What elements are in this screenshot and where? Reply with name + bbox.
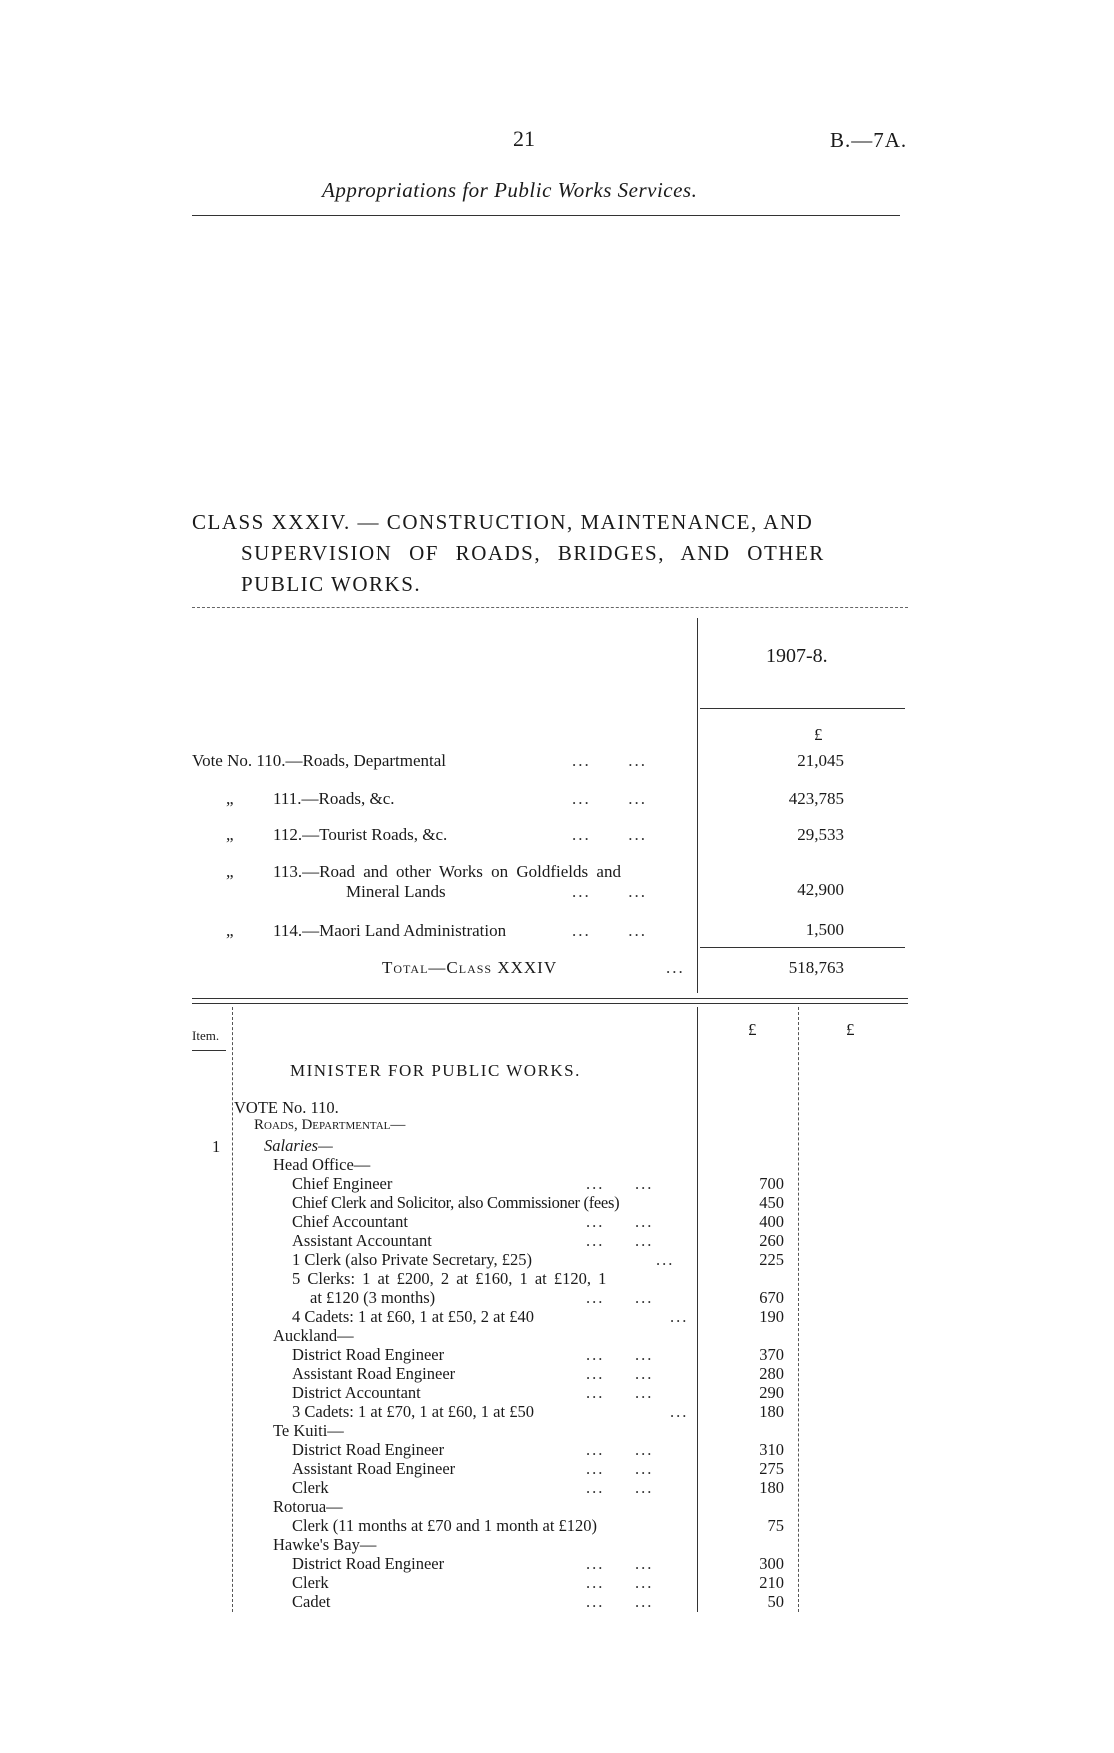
line-chief-clerk: Chief Clerk and Solicitor, also Commissioner (fees) (292, 1193, 620, 1212)
summary-row-110-amount: 21,045 (797, 751, 844, 770)
line-akl-assistant-road-engineer: Assistant Road Engineer (292, 1364, 456, 1383)
year-header: 1907-8. (766, 645, 828, 667)
summary-row-114-dots: ... ... (572, 921, 647, 940)
line-five-clerks: 5 Clerks: 1 at £200, 2 at £160, 1 at £120, 1 (292, 1269, 607, 1288)
summary-row-110-dots: ... ... (572, 751, 647, 770)
amount-hb-cadet: 50 (767, 1592, 784, 1611)
line-dots: ... (670, 1307, 689, 1326)
summary-row-113-label2: Mineral Lands (346, 882, 446, 901)
line-assistant-accountant: Assistant Accountant (292, 1231, 432, 1250)
page-subtitle: Appropriations for Public Works Services. (322, 178, 698, 202)
detail-currency-1: £ (748, 1020, 757, 1039)
class-title-line1: CLASS XXXIV. — CONSTRUCTION, MAINTENANCE, AND (192, 510, 814, 534)
line-tk-district-road-engineer: District Road Engineer (292, 1440, 445, 1459)
amount-tk-assistant-road-engineer: 275 (759, 1459, 784, 1478)
line-dots: ... ... (586, 1364, 654, 1383)
minister-heading: MINISTER FOR PUBLIC WORKS. (290, 1061, 581, 1080)
line-hb-clerk: Clerk (292, 1573, 329, 1592)
year-header-rule (700, 708, 905, 709)
summary-row-112-dots: ... ... (572, 825, 647, 844)
page-number: 21 (513, 126, 535, 151)
amount-akl-district-road-engineer: 370 (759, 1345, 784, 1364)
amount-rot-clerk: 75 (767, 1516, 784, 1535)
amount-tk-district-road-engineer: 310 (759, 1440, 784, 1459)
summary-row-114-label: 114.—Maori Land Administration (273, 921, 507, 940)
summary-row-112-amount: 29,533 (797, 825, 844, 844)
amount-four-cadets: 190 (759, 1307, 784, 1326)
line-clerk-private-secretary: 1 Clerk (also Private Secretary, £25) (292, 1250, 532, 1269)
amount-hb-district-road-engineer: 300 (759, 1554, 784, 1573)
line-dots: ... ... (586, 1478, 654, 1497)
line-chief-accountant: Chief Accountant (292, 1212, 408, 1231)
summary-column-divider (697, 618, 698, 993)
amount-five-clerks: 670 (759, 1288, 784, 1307)
summary-row-111-label: 111.—Roads, &c. (273, 789, 395, 808)
class-title-line3: PUBLIC WORKS. (241, 572, 422, 596)
line-rot-clerk: Clerk (11 months at £70 and 1 month at £120) (292, 1516, 598, 1535)
ditto-mark: „ (226, 921, 234, 940)
amount-akl-three-cadets: 180 (759, 1402, 784, 1421)
line-dots: ... ... (586, 1174, 654, 1193)
line-dots: ... ... (586, 1231, 654, 1250)
amount-assistant-accountant: 260 (759, 1231, 784, 1250)
rotorua-heading: Rotorua— (273, 1497, 343, 1516)
total-rule (700, 947, 905, 948)
line-akl-district-accountant: District Accountant (292, 1383, 421, 1402)
line-dots: ... (656, 1250, 675, 1269)
class-title-line2: SUPERVISION OF ROADS, BRIDGES, AND OTHER (241, 541, 825, 565)
summary-row-113-dots: ... ... (572, 882, 647, 901)
amount-hb-clerk: 210 (759, 1573, 784, 1592)
summary-row-111-amount: 423,785 (788, 789, 844, 808)
summary-row-110-label: Vote No. 110.—Roads, Departmental (192, 751, 447, 770)
item-header: Item. (192, 1028, 220, 1043)
amount-column-divider (697, 1007, 698, 1612)
vote-heading: VOTE No. 110. (234, 1098, 339, 1117)
amount-akl-assistant-road-engineer: 280 (759, 1364, 784, 1383)
item-number: 1 (212, 1137, 221, 1156)
te-kuiti-heading: Te Kuiti— (273, 1421, 344, 1440)
line-dots: ... ... (586, 1554, 654, 1573)
summary-row-111-dots: ... ... (572, 789, 647, 808)
ditto-mark: „ (226, 825, 234, 844)
title-rule (192, 607, 908, 608)
line-dots: ... ... (586, 1440, 654, 1459)
line-dots: ... ... (586, 1345, 654, 1364)
amount-tk-clerk: 180 (759, 1478, 784, 1497)
amount-clerk-private-secretary: 225 (759, 1250, 784, 1269)
line-akl-three-cadets: 3 Cadets: 1 at £70, 1 at £60, 1 at £50 (292, 1402, 534, 1421)
line-four-cadets: 4 Cadets: 1 at £60, 1 at £50, 2 at £40 (292, 1307, 534, 1326)
line-dots: ... (670, 1402, 689, 1421)
summary-total-amount: 518,763 (788, 958, 844, 977)
line-hb-cadet: Cadet (292, 1592, 331, 1611)
summary-total-dots: ... (666, 958, 685, 977)
item-header-rule (192, 1050, 226, 1051)
ditto-mark: „ (226, 862, 234, 881)
line-akl-district-road-engineer: District Road Engineer (292, 1345, 445, 1364)
summary-row-113-label: 113.—Road and other Works on Goldfields and (273, 862, 621, 881)
amount-chief-accountant: 400 (759, 1212, 784, 1231)
line-dots: ... ... (586, 1459, 654, 1478)
document-reference: B.—7A. (830, 128, 908, 152)
line-dots: ... ... (586, 1288, 654, 1307)
header-rule (192, 215, 900, 216)
line-chief-engineer: Chief Engineer (292, 1174, 393, 1193)
line-five-clerks-cont: at £120 (3 months) (310, 1288, 436, 1307)
section-double-rule (192, 1003, 908, 1004)
line-dots: ... ... (586, 1383, 654, 1402)
summary-row-114-amount: 1,500 (805, 920, 844, 939)
amount-chief-engineer: 700 (759, 1174, 784, 1193)
summary-row-112-label: 112.—Tourist Roads, &c. (273, 825, 448, 844)
summary-row-113-amount: 42,900 (797, 880, 844, 899)
head-office-heading: Head Office— (273, 1155, 371, 1174)
line-tk-assistant-road-engineer: Assistant Road Engineer (292, 1459, 456, 1478)
line-dots: ... ... (586, 1573, 654, 1592)
hawkes-bay-heading: Hawke's Bay— (273, 1535, 377, 1554)
line-dots: ... ... (586, 1212, 654, 1231)
item-column-divider (232, 1007, 233, 1612)
summary-currency: £ (814, 725, 823, 744)
summary-total-label: Total—Class XXXIV (382, 958, 558, 977)
auckland-heading: Auckland— (273, 1326, 354, 1345)
salaries-heading: Salaries— (264, 1136, 333, 1155)
amount-akl-district-accountant: 290 (759, 1383, 784, 1402)
line-hb-district-road-engineer: District Road Engineer (292, 1554, 445, 1573)
line-dots: ... ... (586, 1592, 654, 1611)
line-tk-clerk: Clerk (292, 1478, 329, 1497)
vote-title: Roads, Departmental— (254, 1117, 406, 1133)
section-double-rule (192, 998, 908, 999)
ditto-mark: „ (226, 789, 234, 808)
amount-chief-clerk: 450 (759, 1193, 784, 1212)
subtotal-column-divider (798, 1007, 799, 1612)
detail-currency-2: £ (846, 1020, 855, 1039)
